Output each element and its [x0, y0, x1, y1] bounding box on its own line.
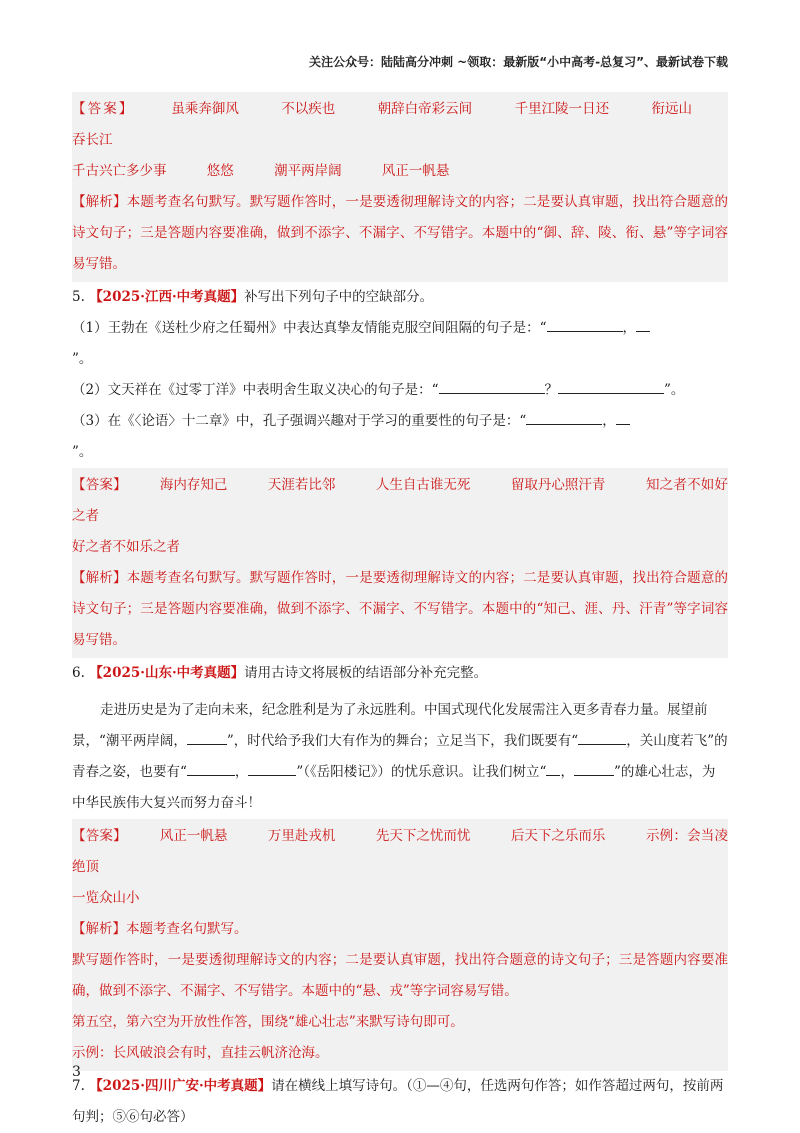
- quote-end: ”。: [72, 444, 93, 460]
- answer-blank[interactable]: [616, 410, 630, 425]
- answer-label: 【答案】: [72, 828, 127, 844]
- passage-text: ，关山度若飞”的青春之姿，也要有“: [72, 733, 728, 780]
- answer-blank[interactable]: [636, 317, 650, 332]
- answer-label: 【答案】: [72, 101, 135, 117]
- answer-blank[interactable]: [187, 761, 235, 776]
- answer-item: 衔远山: [651, 101, 693, 117]
- answer-item: 知之者不如好之者: [72, 477, 729, 524]
- analysis-text: 示例：长风破浪会有时，直挂云帆济沧海。: [72, 1045, 329, 1061]
- question-tag: 【2025·四川广安·中考真题】: [89, 1078, 272, 1094]
- answer-item: 吞长江: [72, 132, 113, 148]
- passage-text: ，: [560, 764, 574, 780]
- answer-blank[interactable]: [526, 410, 602, 425]
- question-number: 6.: [72, 665, 85, 681]
- question-tag: 【2025·江西·中考真题】: [89, 289, 245, 305]
- page-header: 关注公众号：陆陆高分冲刺 ~领取：最新版“小中高考-总复习”、最新试卷下载: [309, 55, 728, 69]
- passage-text: ”的雄心壮志，为中华民族伟大复兴而努力奋斗！: [72, 764, 716, 811]
- answer-item: 天涯若比邻: [267, 477, 336, 493]
- quote-end: ”。: [72, 351, 93, 367]
- analysis-text: 默写题作答时，一是要透彻理解诗文的内容；二是要认真审题，找出符合题意的诗文句子；三是答题内容要准确，做到不添字、不漏字、不写错字。本题中的“悬、戎”等字词容易写错。: [72, 952, 728, 999]
- sub-question-3: （3）在《〈论语〉十二章》中，孔子强调兴趣对于学习的重要性的句子是：“: [72, 413, 527, 429]
- answer-item: 万里赴戎机: [267, 828, 336, 844]
- answer-blank[interactable]: [546, 761, 560, 776]
- answer-item: 潮平两岸阔: [274, 163, 342, 179]
- answer-blank[interactable]: [578, 730, 626, 745]
- answer-block-2: [72, 468, 728, 658]
- sub-question-1: （1）王勃在《送杜少府之任蜀州》中表达真挚友情能克服空间阻隔的句子是：“: [72, 320, 547, 336]
- passage-text: 走进历史是为了走向未来，纪念胜利是为了永远胜利。中国式现代化发展需注入更多青春力量。展望前景，“潮平两岸阔，: [72, 702, 708, 749]
- analysis-text: 第五空，第六空为开放性作答，围绕“雄心壮志”来默写诗句即可。: [72, 1014, 464, 1030]
- page-content: [72, 92, 728, 1133]
- question-tag: 【2025·山东·中考真题】: [89, 665, 245, 681]
- answer-block-3: [72, 819, 728, 1071]
- passage-text: ，: [234, 764, 249, 780]
- question-5: [72, 282, 728, 468]
- quote-end: ”。: [664, 382, 685, 398]
- comma: ，: [622, 320, 636, 336]
- analysis-text: 本题考查名句默写。默写题作答时，一是要透彻理解诗文的内容；二是要认真审题，找出符合题意的诗文句子；三是答题内容要准确，做到不添字、不漏字、不写错字。本题中的“御、辞、陵、衔、悬”等字词容易写错。: [72, 194, 729, 272]
- passage-text: ”，时代给予我们大有作为的舞台；立足当下，我们既要有“: [226, 733, 579, 749]
- question-mark: ？: [544, 382, 558, 398]
- answer-item: 人生自古谁无死: [375, 477, 471, 493]
- answer-item: 千里江陵一日还: [514, 101, 610, 117]
- question-stem: 请用古诗文将展板的结语部分补充完整。: [244, 665, 488, 681]
- answer-item: 后天下之乐而乐: [510, 828, 606, 844]
- sub-question-2: （2）文天祥在《过零丁洋》中表明舍生取义决心的句子是：“: [72, 382, 439, 398]
- answer-item: 朝辞白帝彩云间: [377, 101, 473, 117]
- answer-blank[interactable]: [187, 730, 227, 745]
- comma: ，: [602, 413, 616, 429]
- answer-item: 先天下之忧而忧: [375, 828, 471, 844]
- passage-text: ”（《岳阳楼记》）的忧乐意识。让我们树立“: [296, 764, 547, 780]
- page-number: 3: [72, 1064, 81, 1080]
- answer-blank[interactable]: [248, 761, 296, 776]
- answer-label: 【答案】: [72, 477, 127, 493]
- question-stem: 补写出下列句子中的空缺部分。: [244, 289, 434, 305]
- answer-item: 风正一帆悬: [381, 163, 450, 179]
- answer-item: 好之者不如乐之者: [72, 539, 180, 555]
- question-6: [72, 658, 728, 819]
- answer-item: 一览众山小: [72, 890, 140, 906]
- question-7: [72, 1071, 728, 1133]
- answer-item: 虽乘奔御风: [171, 101, 239, 117]
- answer-blank[interactable]: [439, 379, 545, 394]
- analysis-label: 【解析】: [72, 194, 127, 210]
- question-number: 5.: [72, 289, 85, 305]
- answer-item: 留取丹心照汗青: [510, 477, 606, 493]
- question-stem: 请在横线上填写诗句。（①—④句，任选两句作答；如作答超过两句，按前两句判；⑤⑥句必答）: [72, 1078, 724, 1125]
- answer-item: 千古兴亡多少事: [72, 163, 167, 179]
- analysis-text: 本题考查名句默写。: [126, 921, 248, 937]
- answer-item: 悠悠: [206, 163, 234, 179]
- answer-item: 示例：会当凌绝顶: [72, 828, 729, 875]
- analysis-text: 本题考查名句默写。默写题作答时，一是要透彻理解诗文的内容；二是要认真审题，找出符合题意的诗文句子；三是答题内容要准确，做到不添字、不漏字、不写错字。本题中的“知己、涯、丹、汗青”等字词容易写错。: [72, 570, 729, 648]
- analysis-label: 【解析】: [72, 570, 127, 586]
- question-number: 7.: [72, 1078, 85, 1094]
- answer-block-1: [72, 92, 728, 282]
- answer-item: 不以疾也: [281, 101, 336, 117]
- answer-blank[interactable]: [547, 317, 623, 332]
- answer-blank[interactable]: [574, 761, 614, 776]
- answer-item: 海内存知己: [159, 477, 228, 493]
- answer-blank[interactable]: [558, 379, 664, 394]
- answer-item: 风正一帆悬: [159, 828, 228, 844]
- analysis-label: 【解析】: [72, 921, 126, 937]
